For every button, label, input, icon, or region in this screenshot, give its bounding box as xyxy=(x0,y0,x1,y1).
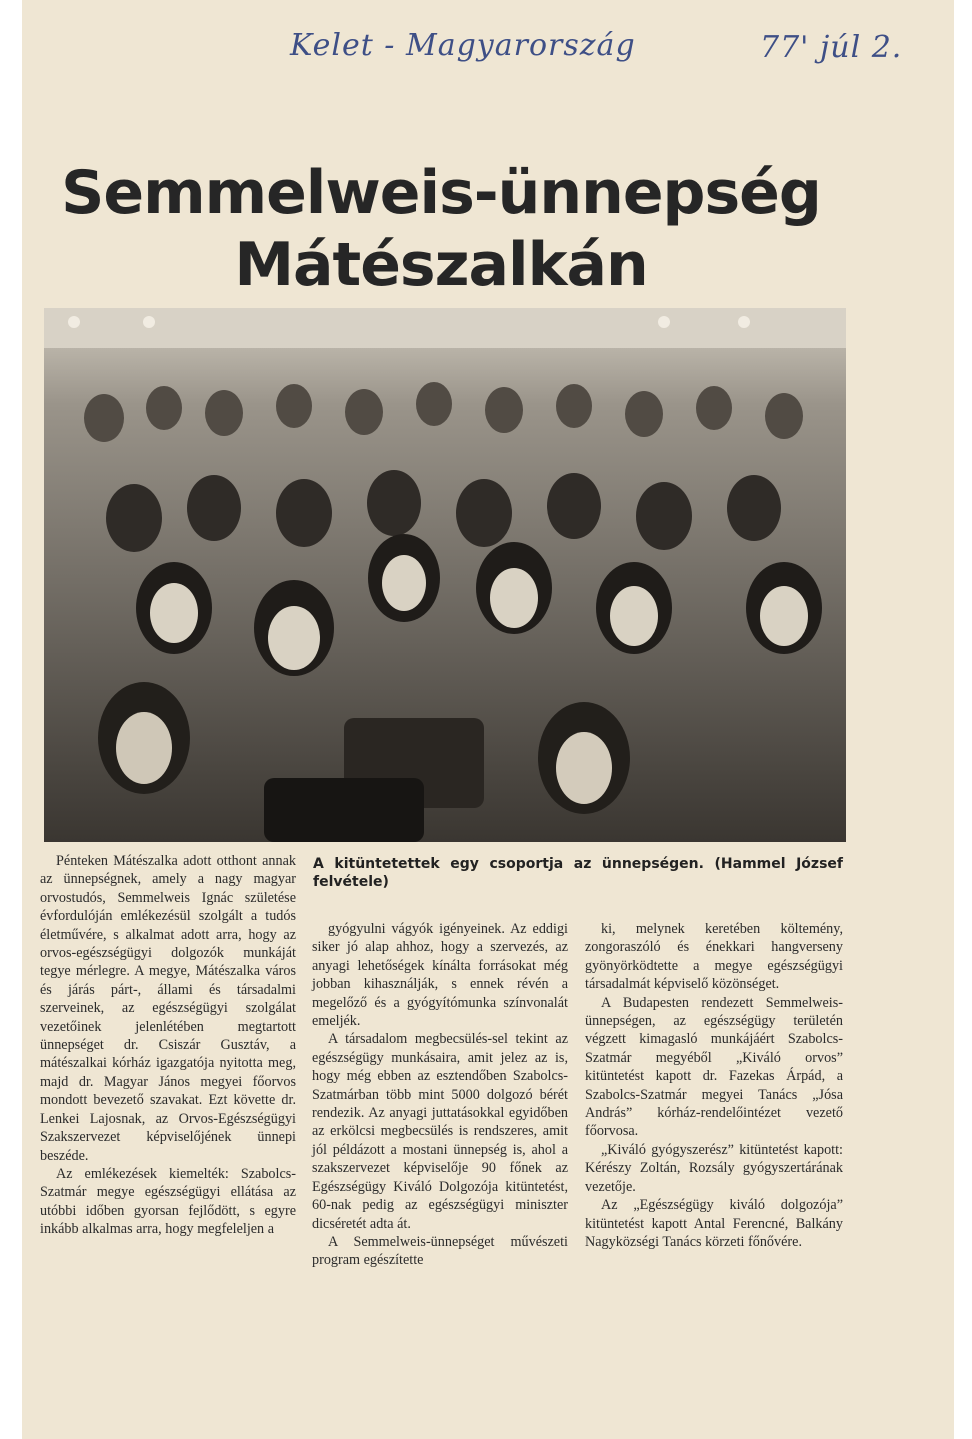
article-paragraph: Az emlékezések kiemelték: Szabolcs-Szatmár megye egészségügyi ellátása az utóbbi időben gyorsan fejlődött, s egyre inkább alkalmas arra, hogy megfeleljen a xyxy=(40,1165,296,1238)
headline-line-1: Semmelweis-ünnepség xyxy=(61,158,821,228)
article-paragraph: Pénteken Mátészalka adott otthont annak az ünnepségnek, amely a nagy magyar orvostudós, Semmelweis Ignác születése évfordulóján emlékezésül szolgált a tudós életművére, s alkalmat adott arra, hogy az orvos-egészségügyi dolgozók munkáját tegye mérlegre. A megye, Mátészalka város és járás párt-, állami és társadalmi szerveinek, az egészségügyi szolgálat vezetőinek jelenlétében megtartott ünnepséget dr. Csiszár Gusztáv, a mátészalkai kórház igazgatója nyitotta meg, majd dr. Magyar János megyei főorvos mondott bevezető szavakat. Ezt követte dr. Lenkei Lajosnak, az Orvos-Egészségügyi Szakszervezet képviselőjének ünnepi beszéde. xyxy=(40,853,296,1164)
article-paragraph: Az „Egészségügy kiváló dolgozója” kitüntetést kapott Antal Ferencné, Balkány Nagyközségi Tanács körzeti főnővére. xyxy=(585,1197,843,1250)
article-paragraph: gyógyulni vágyók igényeinek. Az eddigi siker jó alap ahhoz, hogy a szervezés, az anyagi lehetőségek kínálta forrásokat még jobban kihasználják, s ennek révén a megelőző és a gyógyítómunka színvonalát emeljék. xyxy=(312,921,568,1030)
headline-line-2: Mátészalkán xyxy=(234,230,648,300)
handwritten-source: Kelet - Magyarország xyxy=(290,28,636,63)
article-paragraph: A Budapesten rendezett Semmelweis-ünnepségen, az egészségügy területén végzett kimagasló munkájáért Szabolcs-Szatmár megyéből „Kiváló orvos” kitüntetést kapott dr. Fazekas Árpád, a Szabolcs-Szatmár megyei Tanács „Jósa András” kórház-rendelőintézet vezető főorvosa. xyxy=(585,994,843,1140)
article-column-3 xyxy=(585,920,843,1251)
article-paragraph: „Kiváló gyógyszerész” kitüntetést kapott: Kérészy Zoltán, Rozsály gyógyszertárának vezetője. xyxy=(585,1141,843,1195)
article-column-1 xyxy=(40,852,296,1239)
handwritten-date: 77' júl 2. xyxy=(760,30,903,65)
article-paragraph: A társadalom megbecsülés-sel tekint az egészségügy munkásaira, amit jelez az is, hogy még ebben az esztendőben Szabolcs-Szatmárban több mint 5000 dolgozó bérét rendezik. Az anyagi juttatásokkal egyidőben az erkölcsi megbecsülés is rendszeres, amit jól példázott a mostani ünnepség is, ahol a szakszervezet képviselője 90 főnek az Egészségügy Kiváló Dolgozója kitüntetést, 60-nak pedig az egészségügyi miniszter dicséretét adta át. xyxy=(312,1031,568,1232)
handwritten-note xyxy=(290,20,950,80)
article-paragraph: A Semmelweis-ünnepséget művészeti program egészítette xyxy=(312,1233,568,1269)
audience-photo xyxy=(44,308,846,842)
article-column-2 xyxy=(312,920,568,1270)
article-paragraph: ki, melynek keretében költemény, zongoraszóló és énekkari hangverseny gyönyörködtette a megye egészségügyi társadalmát képviselő közönséget. xyxy=(585,921,843,993)
audience-photo-illustration xyxy=(44,308,846,842)
photo-caption: A kitüntetettek egy csoportja az ünnepségen. (Hammel József felvétele) xyxy=(313,856,843,890)
